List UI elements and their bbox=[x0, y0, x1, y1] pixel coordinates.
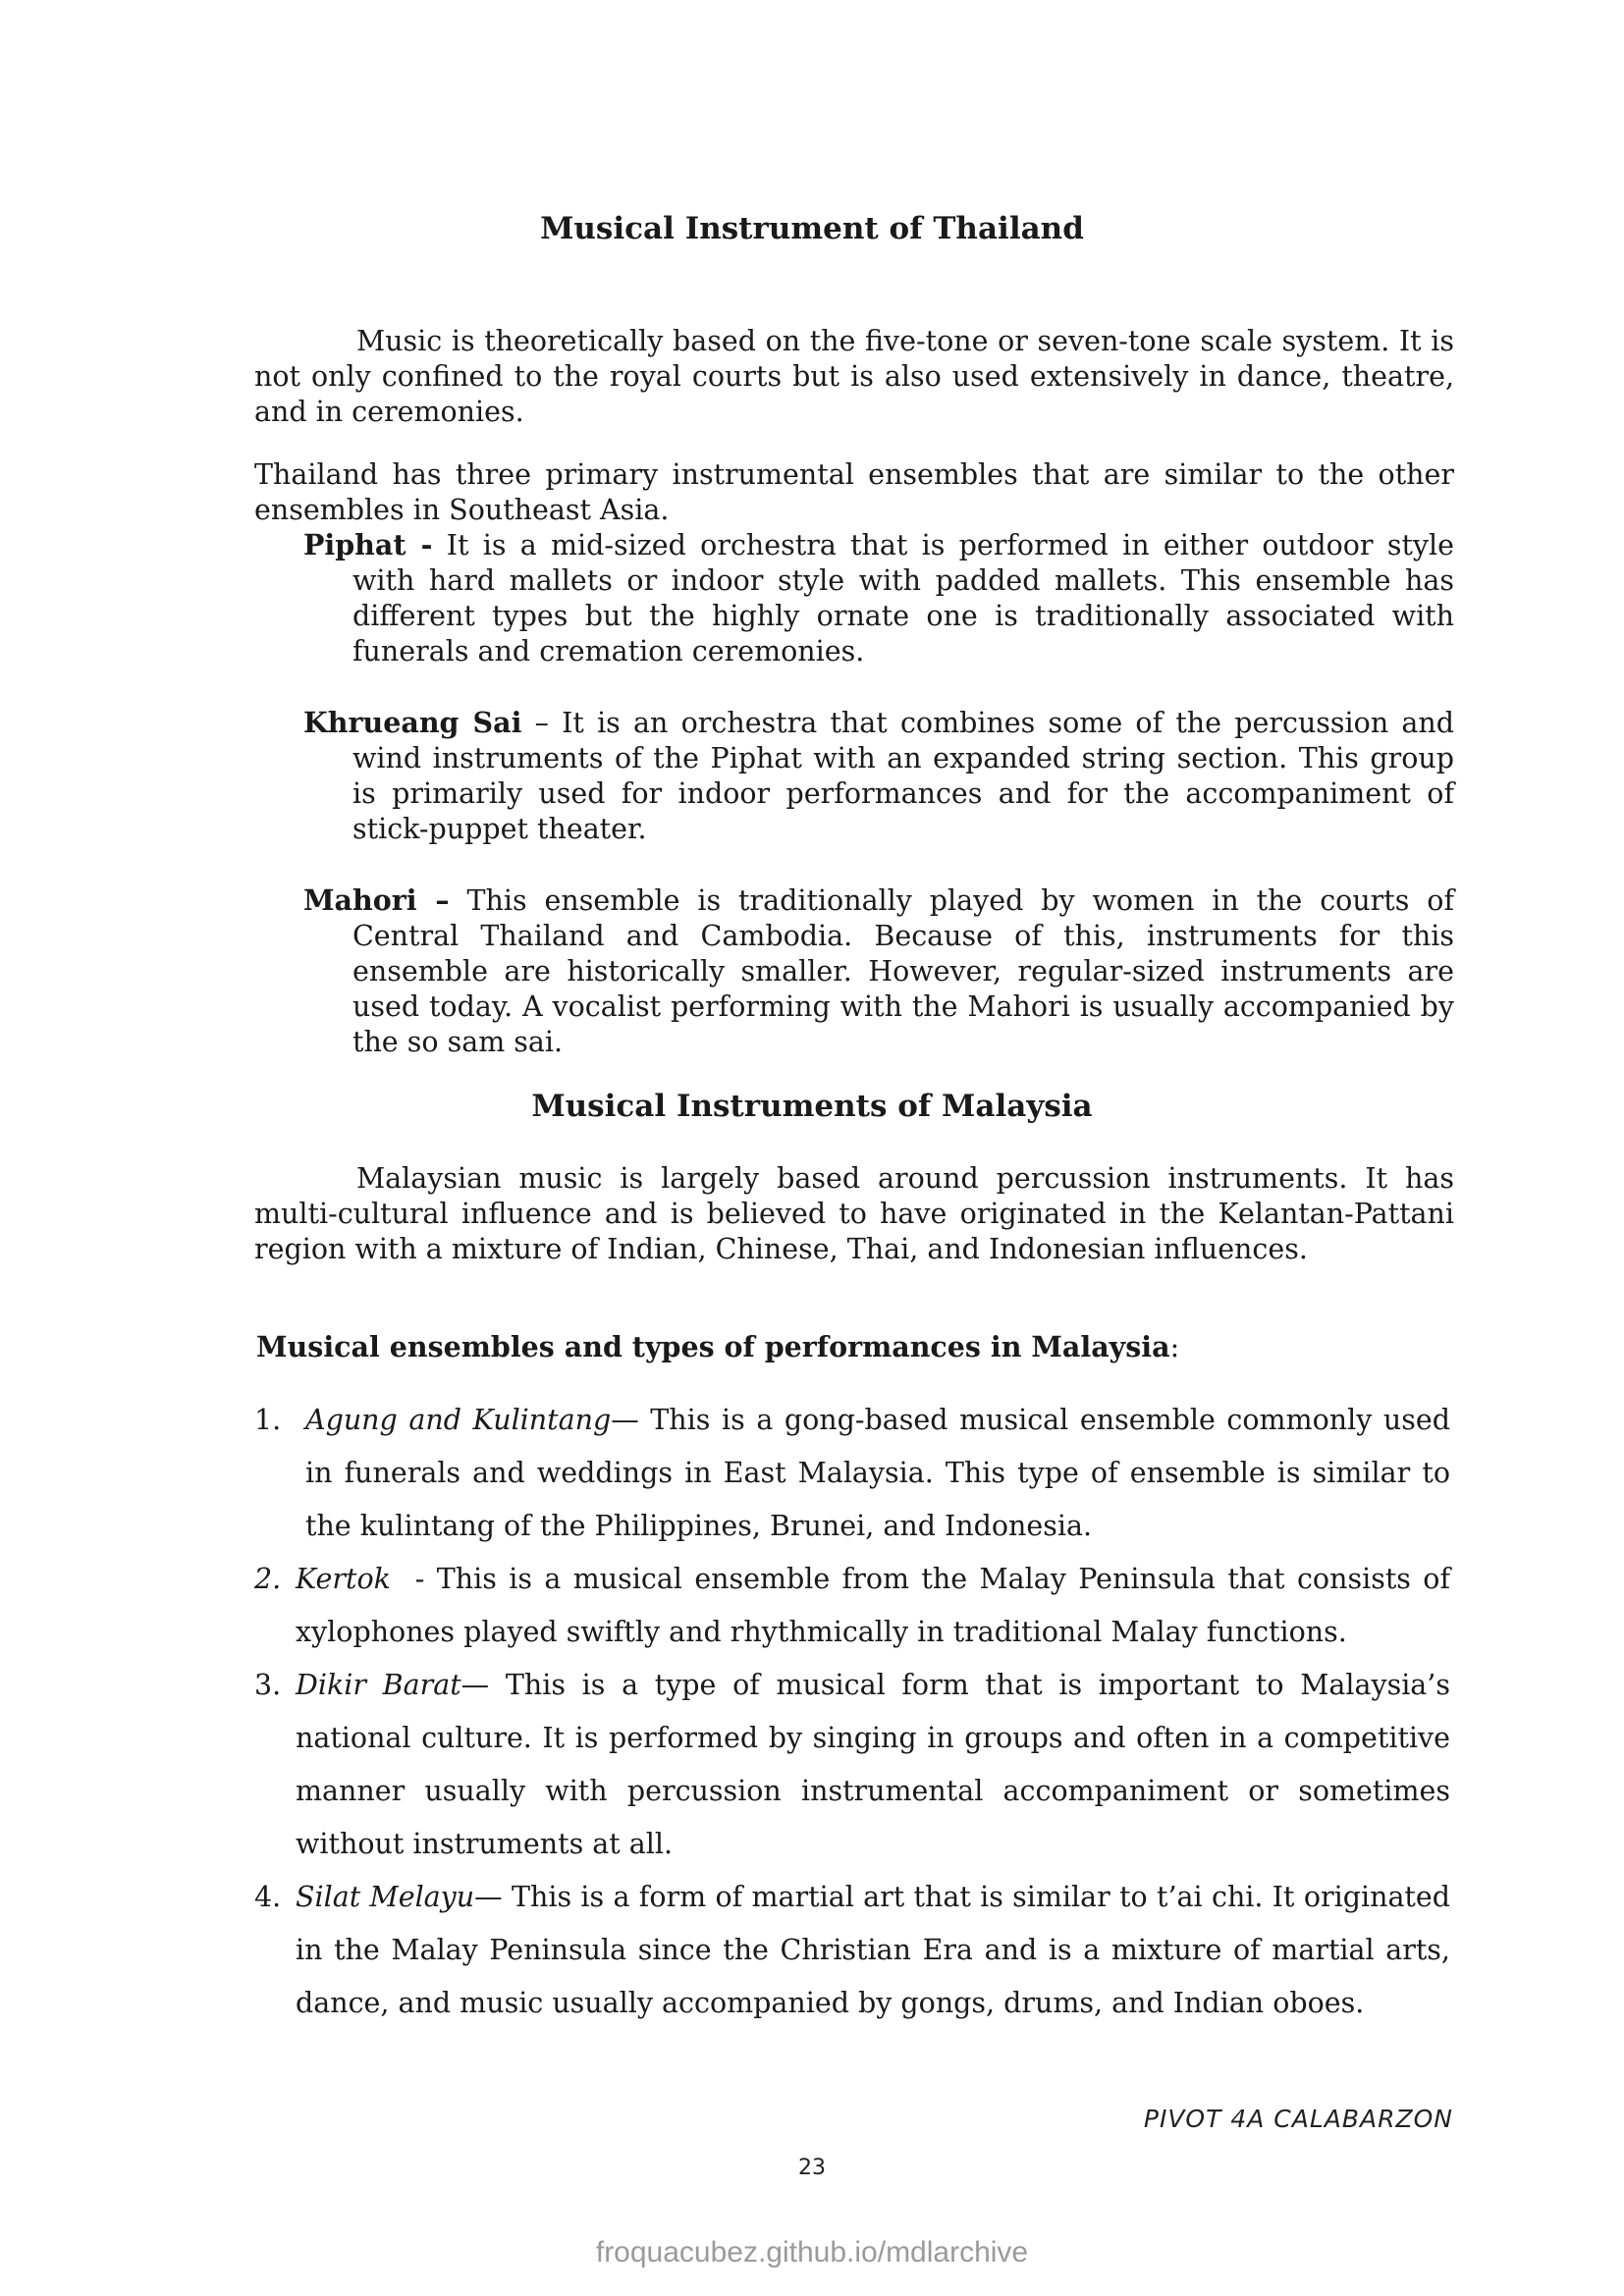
malaysia-intro-paragraph: Malaysian music is largely based around percussion instruments. It has multi-cultural influence and is believed to have originated in the Kelantan-Pattani region with a mixture of Indian, Chinese, Thai, and Indonesian influences. bbox=[254, 1162, 1454, 1265]
list-item-term: Kertok bbox=[296, 1563, 391, 1595]
malaysia-ensembles-subheading bbox=[256, 1329, 1179, 1365]
list-item-number: 1. bbox=[254, 1404, 282, 1436]
subheading-text: Musical ensembles and types of performances in Malaysia bbox=[256, 1330, 1170, 1363]
list-item-term: Silat Melayu bbox=[296, 1881, 475, 1913]
list-item-text: — This is a gong-based musical ensemble commonly used in funerals and weddings in East Malaysia. This type of ensemble is similar to the kulintang of the Philippines, Brunei, and Indonesia. bbox=[305, 1404, 1450, 1542]
thailand-ensembles-intro: Thailand has three primary instrumental ensembles that are similar to the other ensembles in Southeast Asia. bbox=[254, 458, 1454, 526]
thailand-section-title: Musical Instrument of Thailand bbox=[540, 211, 1084, 246]
ensemble-name: Khrueang Sai bbox=[303, 706, 522, 739]
malaysia-section-title: Musical Instruments of Malaysia bbox=[531, 1089, 1093, 1124]
list-item bbox=[254, 1871, 1450, 2030]
ensemble-mahori bbox=[303, 882, 1454, 1060]
watermark-link[interactable]: froquacubez.github.io/mdlarchive bbox=[595, 2236, 1029, 2269]
ensemble-piphat bbox=[303, 527, 1454, 669]
ensemble-name: Piphat - bbox=[303, 528, 433, 561]
list-item-text: — This is a type of musical form that is important to Malaysia’s national culture. It is performed by singing in groups and often in a competitive manner usually with percussion instrumental accompaniment or sometimes without instruments at all. bbox=[296, 1669, 1450, 1860]
subheading-colon: : bbox=[1169, 1331, 1180, 1363]
list-item-number: 2. bbox=[254, 1563, 282, 1595]
list-item bbox=[254, 1394, 1450, 1553]
ensemble-name: Mahori – bbox=[303, 883, 450, 917]
ensemble-description: It is a mid-sized orchestra that is performed in either outdoor style with hard mallets or indoor style with padded mallets. This ensemble has different types but the highly ornate one is traditionally associated with funerals and cremation ceremonies. bbox=[352, 529, 1454, 667]
list-item-term: Dikir Barat bbox=[296, 1669, 461, 1701]
thailand-intro-paragraph: Music is theoretically based on the five-tone or seven-tone scale system. It is not only confined to the royal courts but is also used extensively in dance, theatre, and in ceremonies. bbox=[254, 325, 1454, 428]
list-item bbox=[254, 1659, 1450, 1871]
list-item bbox=[254, 1553, 1460, 1659]
ensemble-description: This ensemble is traditionally played by women in the courts of Central Thailand and Cambodia. Because of this, instruments for this ensemble are historically smaller. However, regular-sized instruments are used today. A vocalist performing with the Mahori is usually accompanied by the so sam sai. bbox=[352, 884, 1454, 1058]
list-item-number: 3. bbox=[254, 1669, 282, 1701]
list-item-text: - This is a musical ensemble from the Malay Peninsula that consists of xylophones played swiftly and rhythmically in traditional Malay functions. bbox=[296, 1563, 1460, 1648]
list-item-term: Agung and Kulintang bbox=[305, 1404, 612, 1436]
footer-brand: PIVOT 4A CALABARZON bbox=[1143, 2105, 1453, 2133]
list-item-number: 4. bbox=[254, 1881, 282, 1913]
list-item-text: — This is a form of martial art that is similar to t’ai chi. It originated in the Malay Peninsula since the Christian Era and is a mixture of martial arts, dance, and music usually accompanied by gongs, drums, and Indian oboes. bbox=[296, 1881, 1450, 2019]
ensemble-khrueang-sai bbox=[303, 705, 1454, 847]
ensemble-description: – It is an orchestra that combines some of the percussion and wind instruments of the Piphat with an expanded string section. This group is primarily used for indoor performances and for the accompaniment of stick-puppet theater. bbox=[352, 707, 1454, 845]
page-number: 23 bbox=[798, 2156, 826, 2180]
